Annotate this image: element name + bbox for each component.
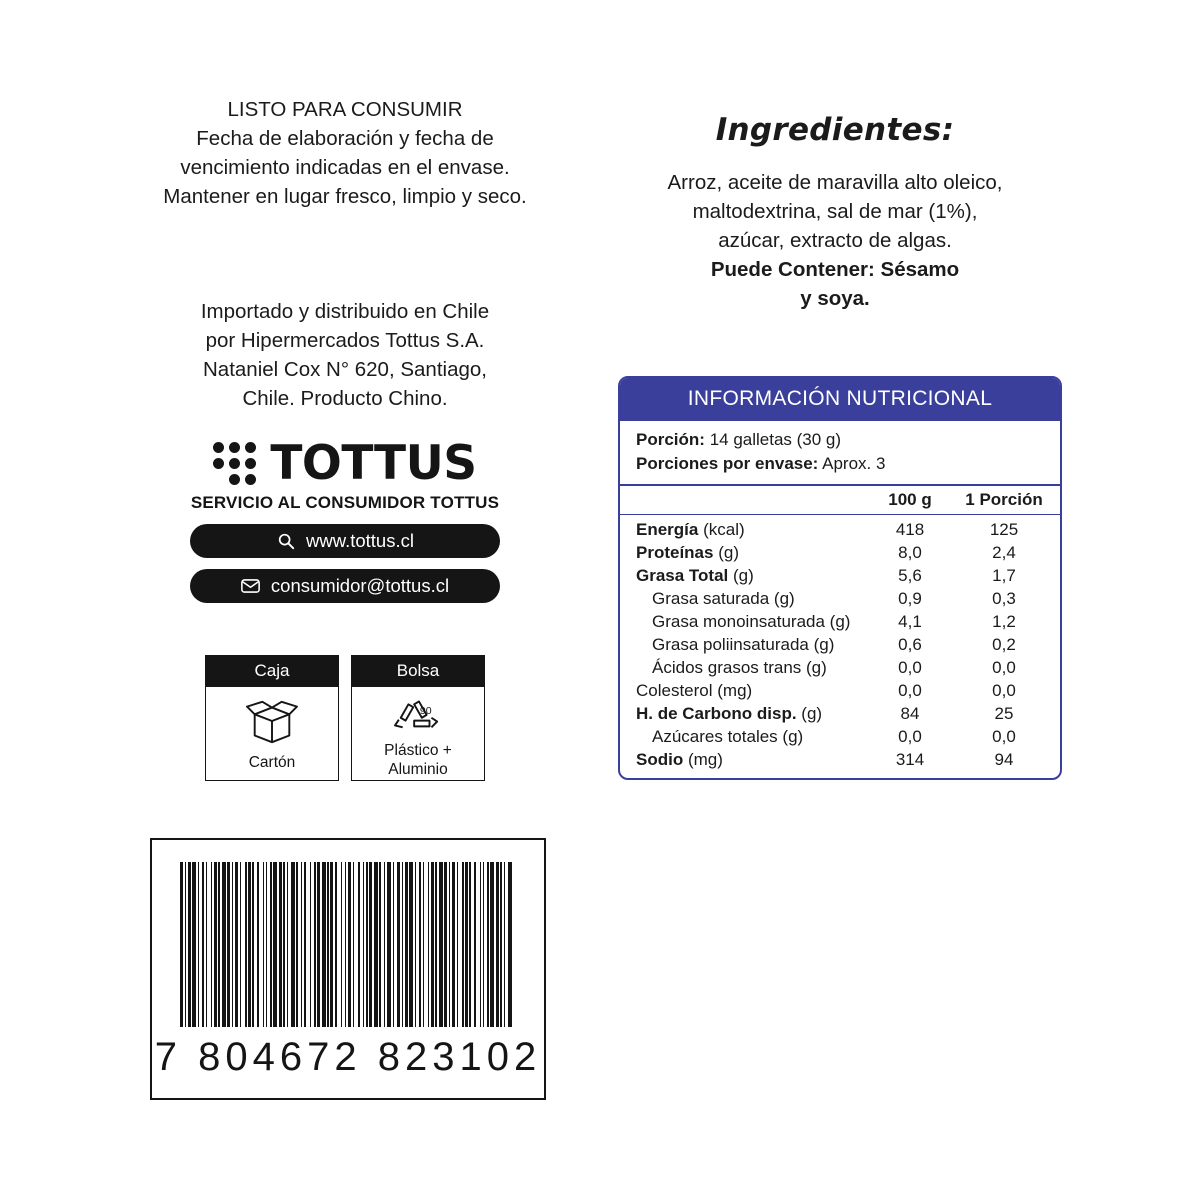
packaging-card-box [205, 655, 339, 781]
nutrition-row [620, 542, 1060, 565]
nutrient-name: Colesterol (mg) [636, 681, 753, 700]
barcode-bars [180, 862, 512, 1027]
nutrient-name: Proteínas (g) [636, 543, 739, 562]
value-per-portion: 125 [989, 520, 1019, 539]
tottus-logo [175, 436, 515, 491]
importer-line: por Hipermercados Tottus S.A. [205, 329, 485, 352]
nutrition-row [620, 588, 1060, 611]
packaging-caption-line1: Plástico + [384, 742, 452, 759]
value-per-100g: 0,9 [898, 589, 922, 608]
value-per-100g: 0,0 [898, 658, 922, 677]
email-address: consumidor@tottus.cl [270, 575, 450, 596]
barcode-number: 7 804672 823102 [154, 1035, 542, 1079]
value-per-portion: 0,3 [992, 589, 1016, 608]
magnifier-icon [276, 531, 296, 551]
value-per-100g: 8,0 [898, 543, 922, 562]
value-per-portion: 1,2 [992, 612, 1016, 631]
nutrition-row [620, 657, 1060, 680]
serving-label: Porción: [636, 430, 705, 449]
value-per-portion: 25 [994, 704, 1014, 723]
nutrient-name: Grasa poliinsaturada (g) [652, 635, 835, 654]
email-pill[interactable] [190, 569, 500, 603]
ingredients-list [615, 168, 1055, 313]
value-per-100g: 5,6 [898, 566, 922, 585]
allergen-line: y soya. [800, 287, 870, 310]
envelope-icon [241, 576, 261, 596]
dot-grid-icon [213, 442, 256, 485]
nutrition-row [620, 565, 1060, 588]
packaging-title: Caja [206, 656, 338, 687]
recycling-triangle-icon [387, 689, 449, 740]
nutrition-facts-panel [618, 376, 1062, 780]
value-per-portion: 94 [994, 750, 1014, 769]
value-per-100g: 0,0 [898, 681, 922, 700]
left-column [130, 95, 560, 413]
value-per-100g: 0,0 [898, 727, 922, 746]
ingredients-line: maltodextrina, sal de mar (1%), [692, 200, 978, 223]
nutrition-row [620, 680, 1060, 703]
storage-instructions [130, 95, 560, 211]
servings-per-pack-value: Aprox. 3 [822, 454, 886, 473]
tottus-brand-block [175, 436, 515, 603]
nutrition-row [620, 611, 1060, 634]
website-pill[interactable] [190, 524, 500, 558]
value-per-portion: 0,0 [992, 681, 1016, 700]
packaging-card-bag [351, 655, 485, 781]
nutrient-name: Grasa monoinsaturada (g) [652, 612, 851, 631]
importer-line: Nataniel Cox N° 620, Santiago, [203, 358, 487, 381]
value-per-portion: 0,0 [992, 727, 1016, 746]
value-per-portion: 2,4 [992, 543, 1016, 562]
value-per-100g: 84 [900, 704, 920, 723]
value-per-portion: 0,0 [992, 658, 1016, 677]
nutrition-row [620, 726, 1060, 749]
servings-per-pack-label: Porciones por envase: [636, 454, 819, 473]
importer-line: Importado y distribuido en Chile [200, 300, 490, 323]
serving-value: 14 galletas (30 g) [709, 430, 842, 449]
serving-info [620, 421, 1060, 486]
nutrient-name: Azúcares totales (g) [652, 727, 804, 746]
per-portion-header: 1 Porción [954, 486, 1060, 515]
tottus-wordmark: TOTTUS [270, 436, 477, 491]
nutrient-name: Sodio (mg) [636, 750, 723, 769]
importer-line: Chile. Producto Chino. [242, 387, 448, 410]
nutrient-name: Ácidos grasos trans (g) [652, 658, 827, 677]
nutrient-name: Grasa saturada (g) [652, 589, 795, 608]
value-per-100g: 314 [895, 750, 925, 769]
packaging-caption: Cartón [248, 753, 296, 771]
nutrient-name: Grasa Total (g) [636, 566, 754, 585]
storage-line: LISTO PARA CONSUMIR [227, 98, 463, 121]
importer-information [130, 297, 560, 413]
open-box-icon [243, 697, 301, 752]
barcode-block [150, 838, 546, 1100]
value-per-100g: 0,6 [898, 635, 922, 654]
packaging-caption-line2: Aluminio [388, 761, 448, 778]
packaging-icons [205, 655, 485, 781]
storage-line: Mantener en lugar fresco, limpio y seco. [163, 185, 527, 208]
storage-line: vencimiento indicadas en el envase. [180, 156, 510, 179]
nutrition-row [620, 749, 1060, 779]
value-per-100g: 4,1 [898, 612, 922, 631]
nutrient-column-header [620, 486, 866, 515]
value-per-100g: 418 [895, 520, 925, 539]
packaging-title: Bolsa [352, 656, 484, 687]
website-url: www.tottus.cl [306, 530, 414, 551]
per-100g-header: 100 g [866, 486, 954, 515]
nutrition-title: INFORMACIÓN NUTRICIONAL [620, 378, 1060, 421]
svg-text:90: 90 [419, 704, 432, 717]
value-per-portion: 1,7 [992, 566, 1016, 585]
ingredients-line: azúcar, extracto de algas. [718, 229, 952, 252]
allergen-line: Puede Contener: Sésamo [710, 258, 960, 281]
nutrition-table [620, 486, 1060, 778]
ingredients-line: Arroz, aceite de maravilla alto oleico, [667, 171, 1003, 194]
value-per-portion: 0,2 [992, 635, 1016, 654]
nutrient-name: Energía (kcal) [636, 520, 745, 539]
nutrition-row [620, 703, 1060, 726]
nutrition-row [620, 634, 1060, 657]
ingredients-title: Ingredientes: [715, 112, 955, 148]
storage-line: Fecha de elaboración y fecha de [196, 127, 494, 150]
nutrient-name: H. de Carbono disp. (g) [636, 704, 823, 723]
nutrition-row [620, 515, 1060, 542]
consumer-service-tagline: SERVICIO AL CONSUMIDOR TOTTUS [190, 493, 500, 512]
